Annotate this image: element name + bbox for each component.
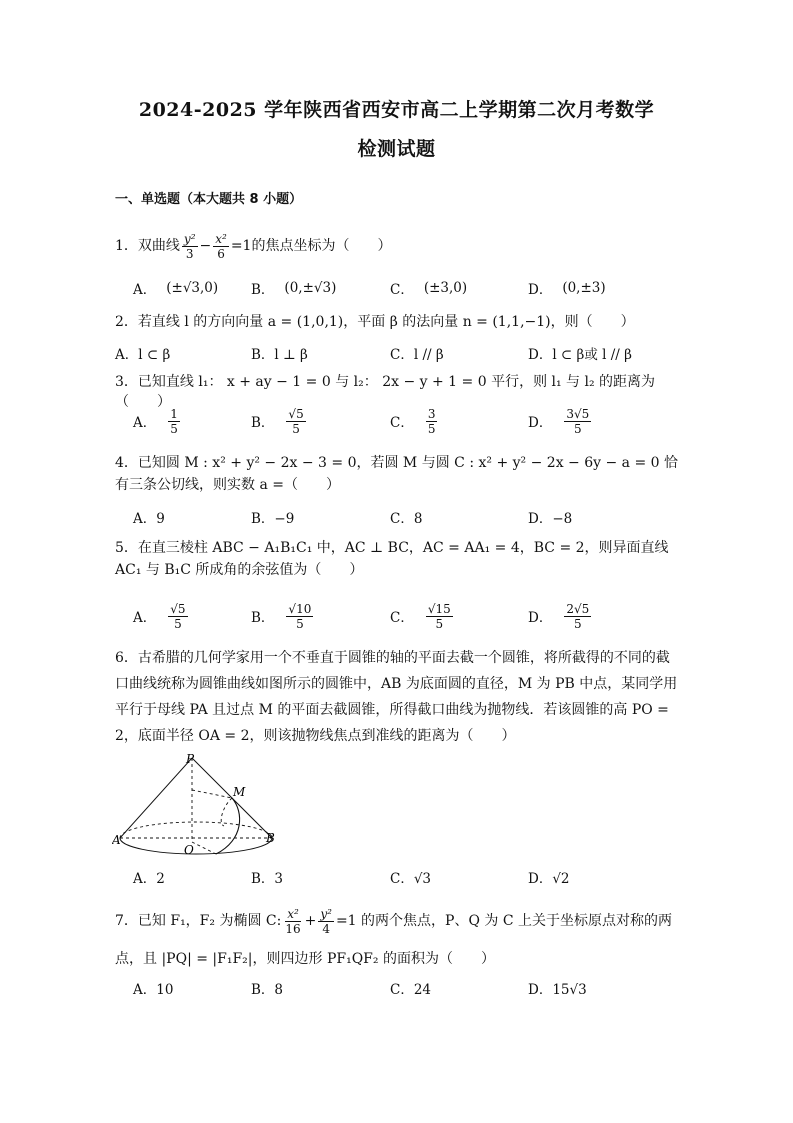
question-5: 5．在直三棱柱 ABC − A₁B₁C₁ 中，AC ⊥ BC，AC = AA₁ = 4，BC = 2，则异面直线 AC₁ 与 B₁C 所成角的余弦值为（ ） [115, 540, 669, 578]
question-4-options [133, 497, 693, 537]
question-4: 4．已知圆 M : x² + y² − 2x − 3 = 0，若圆 M 与圆 C : x² + y² − 2x − 6y − a = 0 恰有三条公切线，则实数 a =（ ） [115, 455, 679, 493]
option-b: B．3 [251, 871, 284, 887]
section-heading: 一、单选题（本大题共 8 小题） [115, 192, 303, 207]
question-7-options [133, 968, 693, 1008]
option-c: C．24 [390, 982, 432, 998]
option-c: C．√3 [390, 871, 432, 887]
question-7-text-start: 7．已知 F₁，F₂ 为椭圆 C: [115, 913, 282, 929]
option-d: D．15√3 [528, 982, 587, 998]
option-c: C． $\frac{3}{5}$ [390, 406, 436, 436]
label-o: O [184, 843, 194, 857]
option-a: A． $\frac{√5}{5}$ [133, 601, 186, 631]
pm-dash [192, 790, 232, 798]
option-b: B． $\frac{√5}{5}$ [251, 406, 304, 436]
base-ellipse-front [120, 838, 272, 854]
option-a: A． (±√3,0) [133, 280, 219, 298]
question-2-options [115, 333, 693, 373]
option-d: D． $\frac{3√5}{5}$ [528, 406, 590, 436]
option-d: D． $\frac{2√5}{5}$ [528, 601, 590, 631]
question-1-text-end: =1的焦点坐标为（ ） [230, 238, 392, 254]
option-c: C． $\frac{√15}{5}$ [390, 601, 451, 631]
parabola-section-hidden [221, 798, 232, 826]
label-a: A [112, 833, 121, 847]
option-c: C．l // β [390, 347, 444, 363]
option-d: D．√2 [528, 871, 570, 887]
document-title-line1: 2024-2025 学年陕西省西安市高二上学期第二次月考数学 [138, 99, 655, 121]
option-b: B．−9 [251, 511, 295, 527]
fraction-x2-over-16: $\frac{\text{x²}}{16}$ [285, 906, 301, 936]
fraction-y2-over-4: $\frac{\text{y²}}{4}$ [320, 906, 332, 936]
option-b: B．8 [251, 982, 284, 998]
base-ellipse-back [120, 822, 272, 838]
option-d: D．−8 [528, 511, 573, 527]
fraction-x2-over-6: $\frac{\text{x²}}{6}$ [215, 231, 227, 261]
question-2: 2．若直线 l 的方向向量 a = (1,0,1)，平面 β 的法向量 n = (1,1,−1)，则（ ） [115, 314, 635, 330]
option-d: D． (0,±3) [528, 280, 606, 298]
question-7-text-end: =1 的两个焦点，P、Q 为 C 上关于坐标原点对称的两点，且 |PQ| = |F₁F₂|，则四边形 PF₁QF₂ 的面积为（ ） [115, 913, 672, 967]
question-3-options [133, 401, 693, 441]
question-1-text-start: 1．双曲线 [115, 238, 180, 254]
label-m: M [233, 785, 246, 799]
option-d: D．l ⊂ β或 l // β [528, 347, 632, 363]
question-6-options [133, 857, 693, 897]
option-a: A．l ⊂ β [115, 347, 171, 363]
question-6: 6．古希腊的几何学家用一个不垂直于圆锥的轴的平面去截一个圆锥，将所截得的不同的截口曲线统称为圆锥曲线如图所示的圆锥中，AB 为底面圆的直径，M 为 PB 中点，某同学用平行于母线 PA 且过点 M 的平面去截圆锥，所得截口曲线为抛物线．若该圆锥的高 PO = 2，底面半径 OA = 2，则该抛物线焦点到准线的距离为（ ） [115, 650, 678, 744]
option-a: A．2 [133, 871, 165, 887]
question-1: 1．双曲线 $\frac{\text{y²}}{3}$ − $\frac{\text{x²}}{6}$ =1的焦点坐标为（ ） [115, 231, 392, 261]
document-title-line2: 检测试题 [357, 138, 436, 160]
option-a: A．9 [133, 511, 165, 527]
option-b: B． (0,±√3) [251, 280, 337, 298]
option-c: C．8 [390, 511, 423, 527]
option-a: A．10 [133, 982, 174, 998]
cone-figure [112, 752, 282, 862]
question-1-options [133, 268, 693, 308]
label-p: P [186, 752, 195, 766]
label-b: B [266, 831, 275, 845]
generator-pa [120, 758, 192, 838]
option-b: B． $\frac{√10}{5}$ [251, 601, 312, 631]
question-5-options [133, 596, 693, 636]
option-a: A． $\frac{1}{5}$ [133, 406, 178, 436]
option-b: B．l ⊥ β [251, 347, 308, 363]
option-c: C． (±3,0) [390, 280, 468, 298]
parabola-section [216, 798, 240, 854]
question-3: 3．已知直线 l₁： x + ay − 1 = 0 与 l₂： 2x − y + 1 = 0 平行，则 l₁ 与 l₂ 的距离为（ ） [115, 374, 656, 410]
fraction-y2-over-3: $\frac{\text{y²}}{3}$ [183, 231, 196, 261]
section-chord [192, 842, 216, 854]
question-7: 7．已知 F₁，F₂ 为椭圆 C: $\frac{\text{x²}}{16}$ + $\frac{\text{y²}}{4}$ =1 的两个焦点，P、Q 为 C 上关于坐标原点对称的两点，且 |PQ| = |F₁F₂|，则四边形 PF₁QF₂ 的面积为（ ） [115, 906, 672, 967]
